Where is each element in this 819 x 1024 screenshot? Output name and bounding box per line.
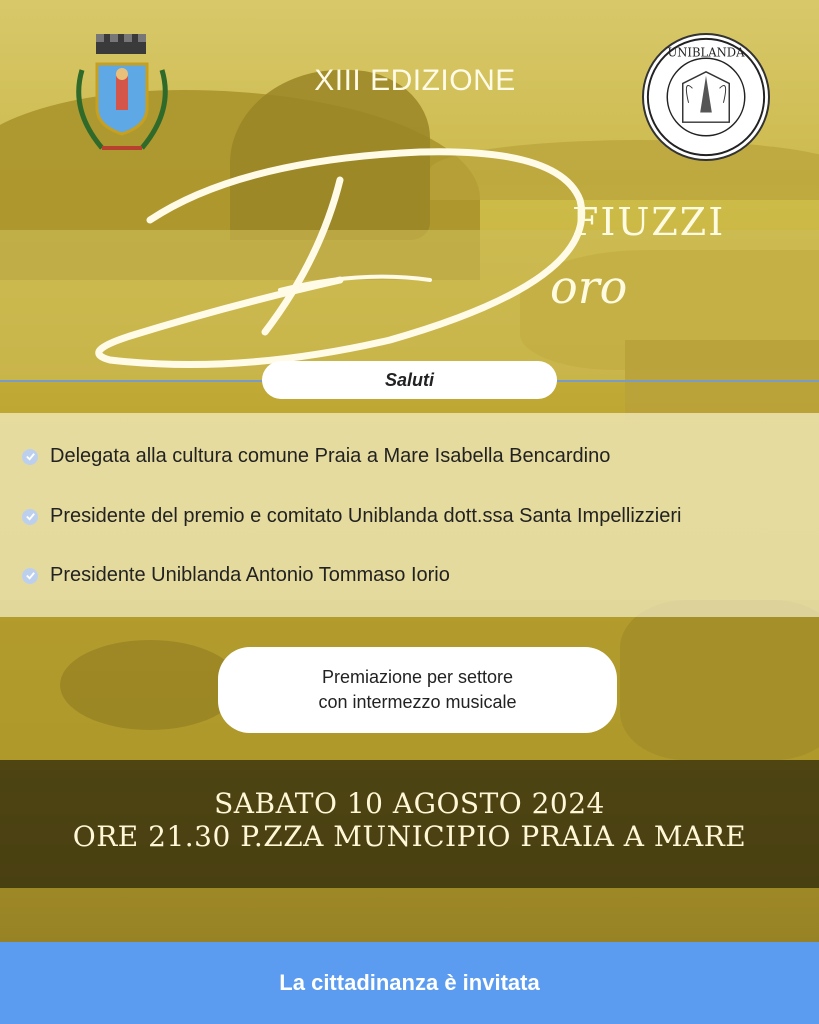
background-cliff bbox=[620, 600, 819, 760]
logo-word-oro: oro bbox=[550, 260, 628, 314]
premiazione-box bbox=[218, 647, 617, 733]
check-circle-icon bbox=[22, 449, 38, 465]
invitation-text: La cittadinanza è invitata bbox=[279, 970, 540, 995]
saluti-item-text: Delegata alla cultura comune Praia a Mare Isabella Bencardino bbox=[50, 445, 611, 467]
list-item bbox=[22, 564, 450, 587]
background-rock bbox=[60, 640, 240, 730]
edition-title: XIII EDIZIONE bbox=[314, 64, 516, 97]
saluti-label: Saluti bbox=[262, 361, 557, 399]
invitation-footer bbox=[0, 942, 819, 1024]
list-item bbox=[22, 445, 610, 468]
premiazione-line-1: Premiazione per settore bbox=[321, 667, 514, 687]
event-time-place: ORE 21.30 P.ZZA MUNICIPIO PRAIA A MARE bbox=[72, 820, 747, 853]
premiazione-line-2: con intermezzo musicale bbox=[318, 692, 517, 712]
list-item bbox=[22, 505, 681, 528]
fiuzzi-doro-logo bbox=[90, 140, 770, 380]
saluti-item-text: Presidente Uniblanda Antonio Tommaso Iorio bbox=[50, 564, 450, 586]
check-circle-icon bbox=[22, 509, 38, 525]
check-circle-icon bbox=[22, 568, 38, 584]
svg-text:UNIBLANDA: UNIBLANDA bbox=[667, 45, 745, 60]
saluti-item-text: Presidente del premio e comitato Uniblanda dott.ssa Santa Impellizzieri bbox=[50, 505, 682, 527]
event-date: SABATO 10 AGOSTO 2024 bbox=[214, 787, 605, 820]
logo-word-fiuzzi: FIUZZI bbox=[572, 200, 726, 244]
